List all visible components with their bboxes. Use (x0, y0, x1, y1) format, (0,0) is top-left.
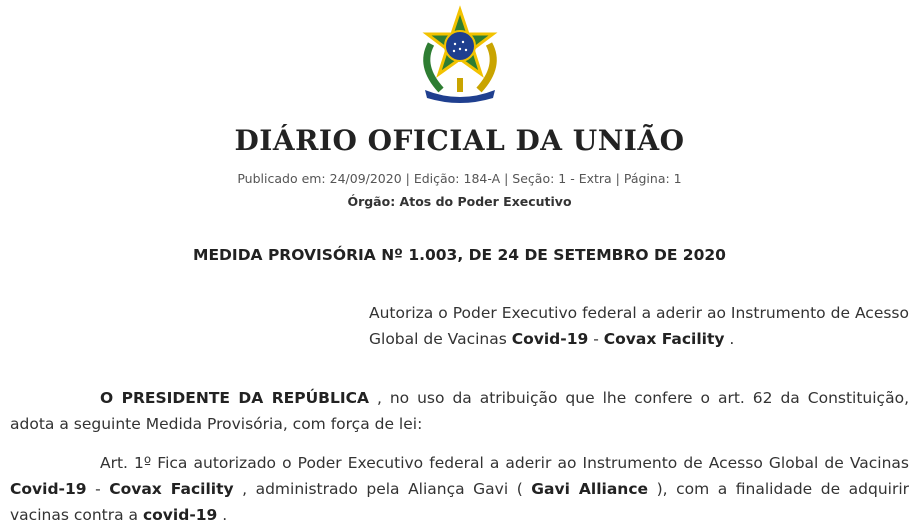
article-1-paragraph: Art. 1º Fica autorizado o Poder Executivo federal a aderir ao Instrumento de Acesso Global de Vacinas Covid-19 - Covax Facility , administrado pela Aliança Gavi ( Gavi Alliance ), com a finalidade de adquirir vacinas contra a covid-19 . (10, 454, 910, 524)
brazil-coat-of-arms-icon (411, 4, 509, 104)
orgao-label: Órgão: Atos do Poder Executivo (347, 194, 572, 209)
preamble-paragraph: O PRESIDENTE DA REPÚBLICA , no uso da atribuição que lhe confere o art. 62 da Constituição, adota a seguinte Medida Provisória, com força de lei: (10, 389, 909, 433)
publication-info: Publicado em: 24/09/2020 | Edição: 184-A | Seção: 1 - Extra | Página: 1 (237, 171, 682, 186)
ementa: Autoriza o Poder Executivo federal a aderir ao Instrumento de Acesso Global de Vacinas Covid-19 - Covax Facility . (369, 304, 909, 348)
mp-title: MEDIDA PROVISÓRIA Nº 1.003, DE 24 DE SETEMBRO DE 2020 (193, 246, 726, 264)
page-title: DIÁRIO OFICIAL DA UNIÃO (234, 124, 685, 157)
